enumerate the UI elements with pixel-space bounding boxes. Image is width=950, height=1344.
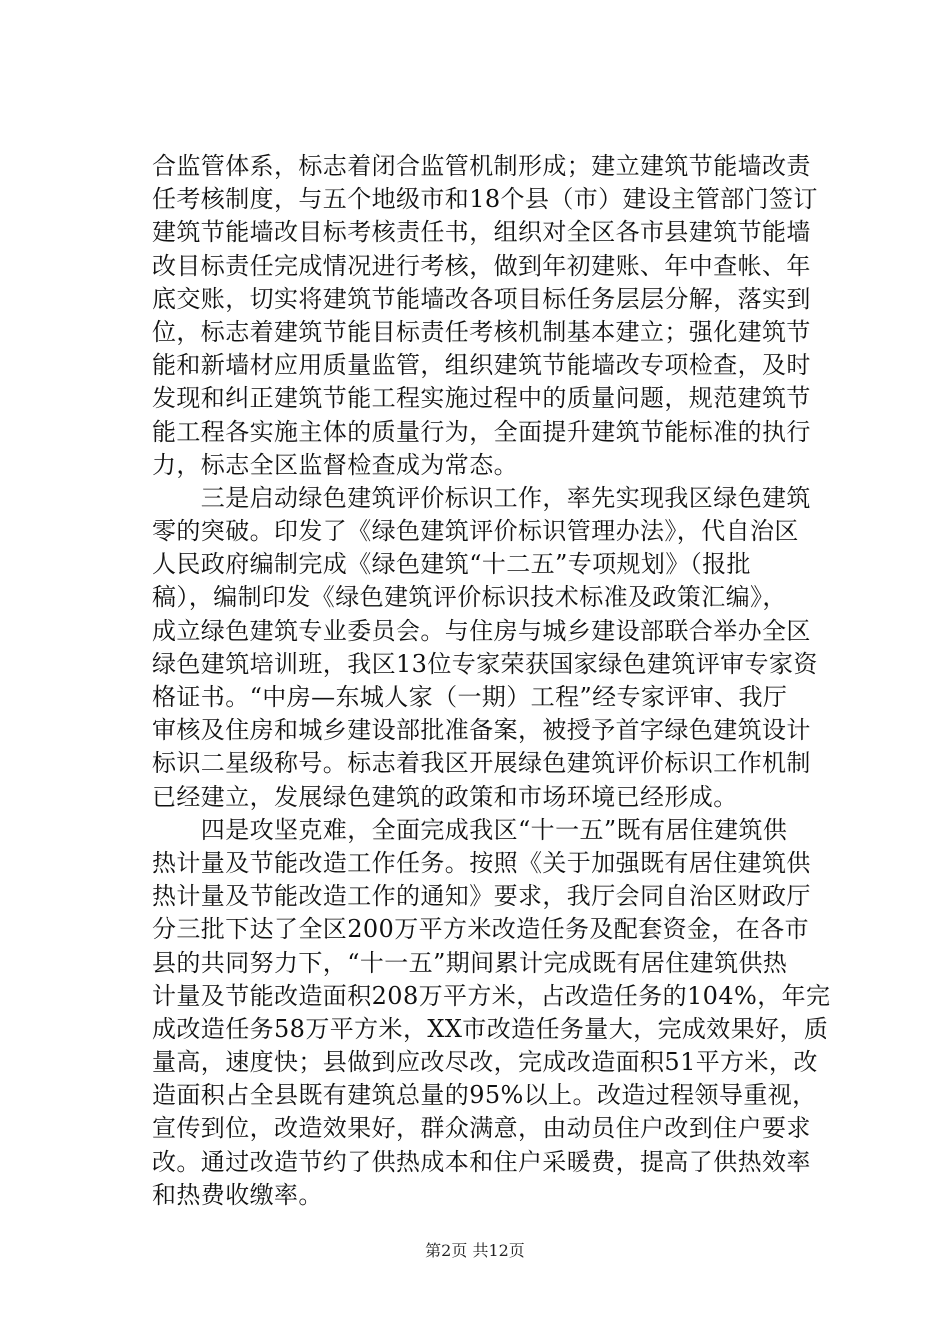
text-line: 能工程各实施主体的质量行为，全面提升建筑节能标准的执行 bbox=[152, 417, 811, 446]
text-line: 成改造任务58万平方米，XX市改造任务量大，完成效果好，质 bbox=[152, 1014, 829, 1043]
page-number: 第2页 共12页 bbox=[425, 1241, 525, 1260]
text-line: 稿），编制印发《绿色建筑评价标识技术标准及政策汇编》， bbox=[152, 583, 787, 612]
text-line: 分三批下达了全区200万平方米改造任务及配套资金，在各市 bbox=[152, 915, 810, 944]
text-line: 任考核制度，与五个地级市和18个县（市）建设主管部门签订 bbox=[152, 185, 818, 214]
text-line: 位，标志着建筑节能目标责任考核机制基本建立；强化建筑节 bbox=[152, 317, 811, 346]
text-line: 格证书。“中房—东城人家（一期）工程”经专家评审、我厅 bbox=[152, 683, 788, 711]
text-line: 绿色建筑培训班，我区13位专家荣获国家绿色建筑评审专家资 bbox=[152, 649, 818, 678]
text-line: 造面积占全县既有建筑总量的95%以上。改造过程领导重视， bbox=[152, 1081, 817, 1110]
text-line: 改目标责任完成情况进行考核，做到年初建账、年中查帐、年 bbox=[152, 251, 811, 280]
text-line: 已经建立，发展绿色建筑的政策和市场环境已经形成。 bbox=[152, 782, 738, 811]
text-line: 热计量及节能改造工作任务。按照《关于加强既有居住建筑供 bbox=[152, 848, 811, 877]
text-line: 成立绿色建筑专业委员会。与住房与城乡建设部联合举办全区 bbox=[152, 616, 811, 645]
text-line: 能和新墙材应用质量监管，组织建筑节能墙改专项检查，及时 bbox=[152, 351, 811, 380]
text-line: 热计量及节能改造工作的通知》要求，我厅会同自治区财政厅 bbox=[152, 882, 811, 911]
text-line: 审核及住房和城乡建设部批准备案，被授予首字绿色建筑设计 bbox=[152, 716, 811, 745]
text-line: 标识二星级称号。标志着我区开展绿色建筑评价标识工作机制 bbox=[152, 749, 811, 778]
text-line: 三是启动绿色建筑评价标识工作，率先实现我区绿色建筑 bbox=[152, 483, 811, 512]
text-line: 合监管体系，标志着闭合监管机制形成；建立建筑节能墙改责 bbox=[152, 152, 811, 180]
text-line: 县的共同努力下，“十一五”期间累计完成既有居住建筑供热 bbox=[152, 948, 788, 977]
text-line: 零的突破。印发了《绿色建筑评价标识管理办法》，代自治区 bbox=[152, 517, 799, 546]
text-line: 力，标志全区监督检查成为常态。 bbox=[152, 450, 518, 479]
text-line: 底交账，切实将建筑节能墙改各项目标任务层层分解，落实到 bbox=[152, 284, 811, 313]
text-line: 量高，速度快；县做到应改尽改，完成改造面积51平方米，改 bbox=[152, 1048, 818, 1077]
text-line: 发现和纠正建筑节能工程实施过程中的质量问题，规范建筑节 bbox=[152, 384, 811, 413]
text-line: 改。通过改造节约了供热成本和住户采暖费，提高了供热效率 bbox=[152, 1147, 811, 1176]
text-line: 人民政府编制完成《绿色建筑“十二五”专项规划》（报批 bbox=[152, 550, 751, 579]
text-line: 和热费收缴率。 bbox=[152, 1180, 323, 1209]
text-line: 宣传到位，改造效果好，群众满意，由动员住户改到住户要求 bbox=[152, 1114, 811, 1143]
text-line: 建筑节能墙改目标考核责任书，组织对全区各市县建筑节能墙 bbox=[152, 218, 811, 247]
text-line: 计量及节能改造面积208万平方米，占改造任务的104%，年完 bbox=[152, 981, 831, 1010]
body-text bbox=[152, 150, 832, 1212]
text-line: 四是攻坚克难，全面完成我区“十一五”既有居住建筑供 bbox=[152, 815, 788, 844]
